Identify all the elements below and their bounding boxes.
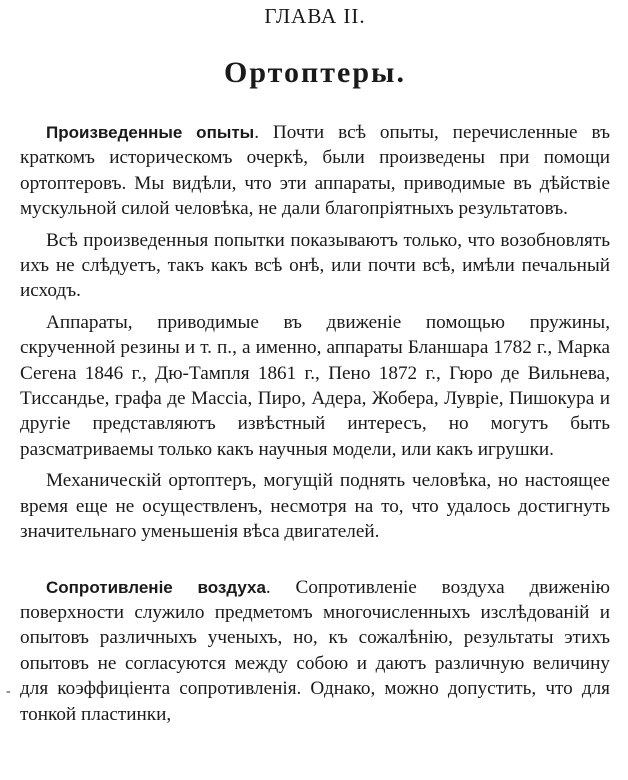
paragraph-air-resistance xyxy=(20,575,610,727)
run-in-heading-experiments: Произведенные опыты xyxy=(46,123,255,142)
paragraph-text: . Почти всѣ опыты, перечисленные въ краткомъ историческомъ очеркѣ, были произведены при помощи ортоптеровъ. Мы видѣли, что эти аппараты, приводимые въ дѣйствіе мускульной силой человѣка, не дали благопріятныхъ результатовъ. xyxy=(20,122,611,220)
paragraph-mechanical-orthopter xyxy=(20,468,610,544)
paragraph-spring-apparatus xyxy=(20,310,610,462)
chapter-title: Ортоптеры. xyxy=(224,56,406,89)
paragraph-text: Аппараты, приводимые въ движеніе помощью пружины, скрученной резины и т. п., а именно, аппараты Бланшара 1782 г., Марка Сегена 1846 г., Дю-Тампля 1861 г., Пено 1872 г., Гюро де Вильнева, Тиссандье, графа де Массіа, Пиро, Адера, Жобера, Луврiе, Пишокура и другіе представляютъ извѣстный интересъ, но могутъ быть разсматриваемы только какъ научныя модели, или какъ игрушки. xyxy=(20,311,610,460)
paragraph-text: . Сопротивленіе воздуха движенію поверхности служило предметомъ многочисленныхъ изслѣдованій и опытовъ различныхъ ученыхъ, но, къ сожалѣнію, результаты этихъ опытовъ не согласуются между собою и даютъ различную величину для коэффиціента сопротивленія. Однако, можно допустить, что для тонкой пластинки, xyxy=(20,576,610,725)
paragraph-text: Всѣ произведенныя попытки показываютъ только, что возобновлять ихъ не слѣдуетъ, такъ какъ всѣ онѣ, или почти всѣ, имѣли печальный исходъ. xyxy=(20,229,610,302)
paragraph-attempts xyxy=(20,228,610,304)
paragraph-text: Механическій ортоптеръ, могущій поднять человѣка, но настоящее время еще не осуществленъ, несмотря на то, что удалось достигнуть значительнаго уменьшенія вѣса двигателей. xyxy=(20,470,610,543)
chapter-heading: ГЛАВА II. xyxy=(264,4,366,28)
margin-mark: - xyxy=(6,684,11,699)
paragraph-experiments xyxy=(20,120,610,222)
run-in-heading-air-resistance: Сопротивленіе воздуха xyxy=(46,577,266,597)
